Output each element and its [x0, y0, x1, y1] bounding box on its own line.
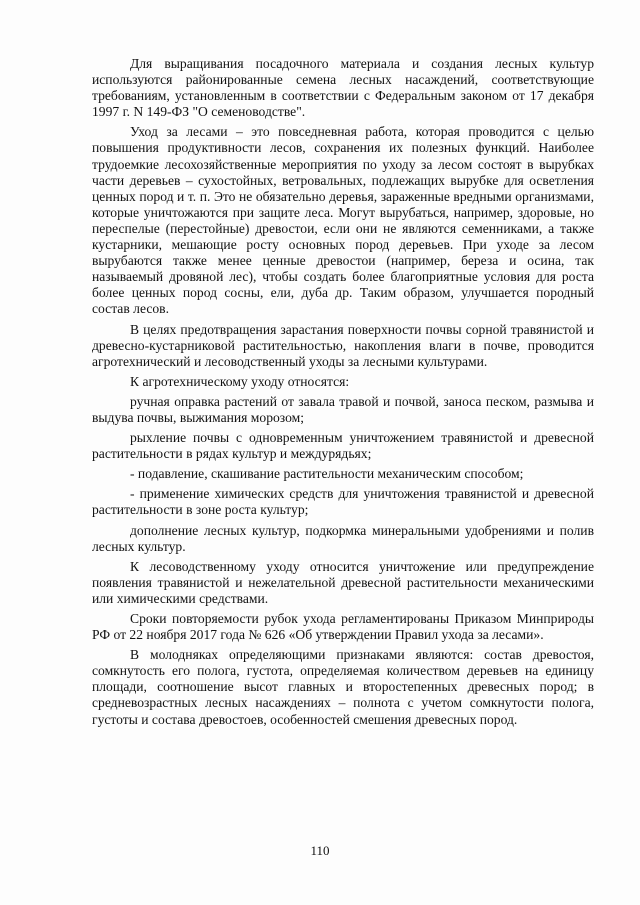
list-item-chemicals: - применение химических средств для уничтожения травянистой и древесной растительности в зоне роста культур; — [92, 486, 594, 518]
list-item-mowing: - подавление, скашивание растительности механическим способом; — [130, 466, 524, 482]
paragraph-silvicultural-care: К лесоводственному уходу относится уничтожение или предупреждение появления травянистой и нежелательной древесной растительности механическими или химическими средствами. — [92, 558, 594, 606]
paragraph-care-purpose: В целях предотвращения зарастания поверхности почвы сорной травянистой и древесно-кустарниковой растительностью, накопления влаги в почве, проводится агротехнический и лесоводственный уходы за лесными культурами. — [92, 321, 594, 369]
page-number: 110 — [310, 843, 330, 858]
list-item-loosening: рыхление почвы с одновременным уничтожением травянистой и древесной растительности в рядах культур и междурядьях; — [92, 430, 594, 462]
paragraph-regulation: Сроки повторяемости рубок ухода регламентированы Приказом Минприроды РФ от 22 ноября 2017 года № 626 «Об утверждении Правил ухода за лесами». — [92, 611, 594, 643]
paragraph-forest-care: Уход за лесами – это повседневная работа, которая проводится с целью повышения продуктивности лесов, сохранения их полезных функций. Наиболее трудоемкие лесохозяйственные мероприятия по уходу за лесом состоят в вырубках части деревьев – сухостойных, ветровальных, подлежащих вырубке для осветления ценных пород и т. п. Это не обязательно деревья, зараженные вредными организмами, которые уничтожаются при защите леса. Могут вырубаться, например, здоровые, но переспелые (перестойные) древостои, если они не являются семенниками, а также кустарники, мешающие росту основных пород деревьев. При уходе за лесом вырубаются также менее ценные древостои (например, береза и осина, так называемый дровяной лес), чтобы создать более благоприятные условия для роста более ценных пород сосны, ели, дуба др. Таким образом, улучшается породный состав лесов. — [92, 124, 594, 317]
paragraph-young-stands: В молодняках определяющими признаками являются: состав древостоя, сомкнутость его полога, густота, определяемая количеством деревьев на единицу площади, соотношение высот главных и второстепенных древесных пород; в средневозрастных лесных насаждениях – полнота с учетом сомкнутости полога, густоты и состава древостоев, особенностей смешения древесных пород. — [92, 647, 594, 727]
paragraph-agrotechnical-intro: К агротехническому уходу относятся: — [130, 373, 350, 389]
body-text — [92, 56, 594, 732]
list-item-supplement: дополнение лесных культур, подкормка минеральными удобрениями и полив лесных культур. — [92, 522, 594, 554]
paragraph-seeds: Для выращивания посадочного материала и создания лесных культур используются районированные семена лесных насаждений, соответствующие требованиям, установленным в соответствии с Федеральным законом от 17 декабря 1997 г. N 149-ФЗ "О семеноводстве". — [92, 56, 594, 120]
list-item-manual-clearing: ручная оправка растений от завала травой и почвой, заноса песком, размыва и выдува почвы, выжимания морозом; — [92, 393, 594, 425]
